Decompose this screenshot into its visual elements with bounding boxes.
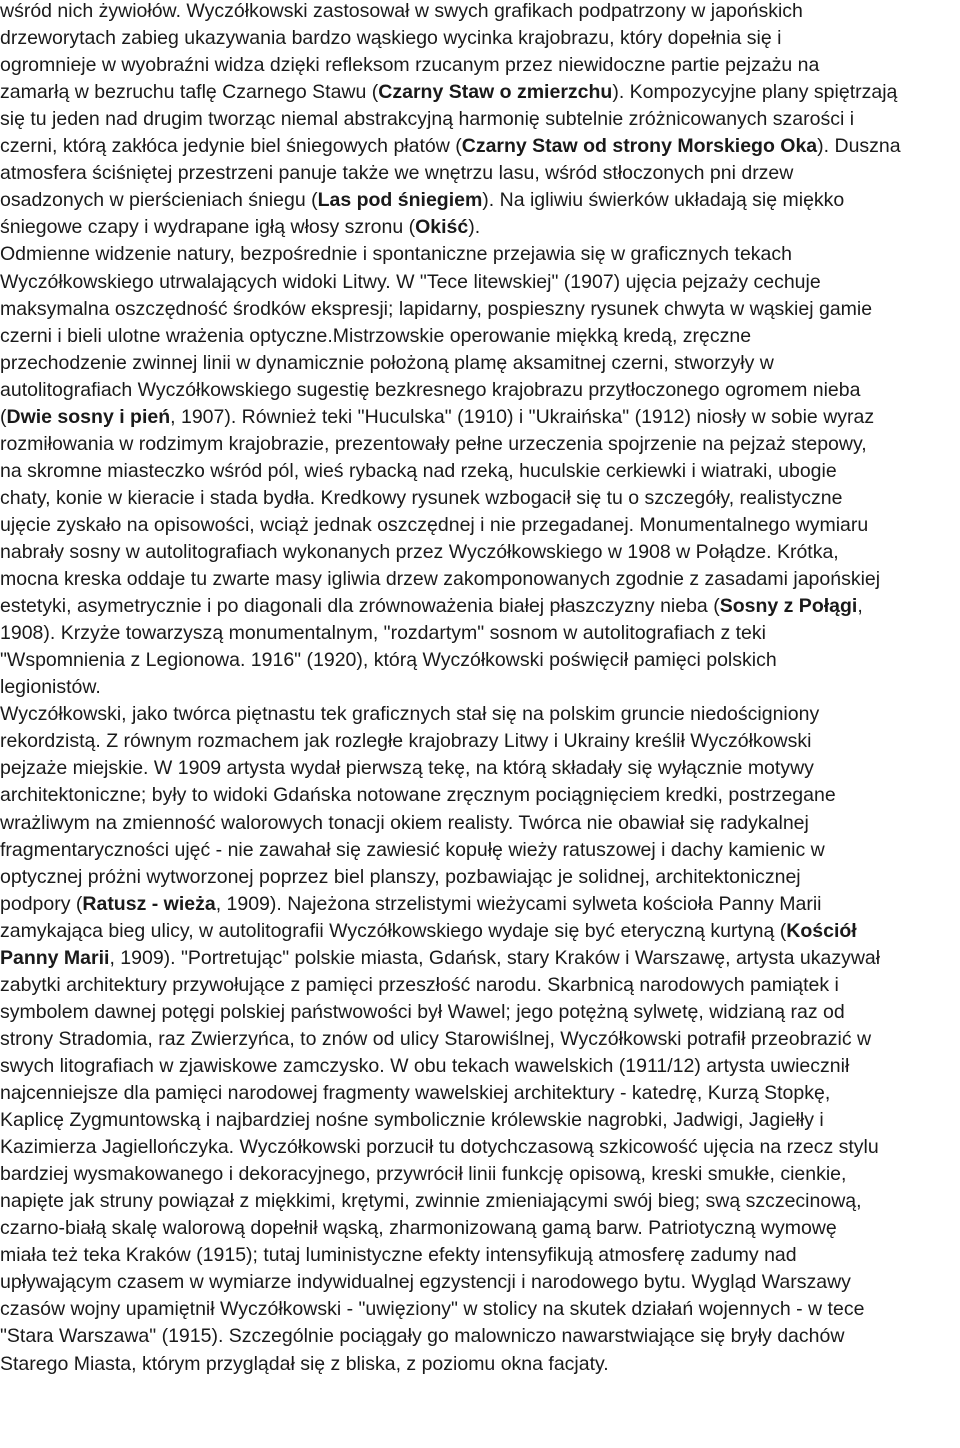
text-run: pejzaże miejskie. W 1909 artysta wydał pierwszą tekę, na którą składały się wyłącznie motywy bbox=[0, 757, 814, 780]
text-run: Wyczółkowskiego utrwalających widoki Litwy. W "Tece litewskiej" (1907) ujęcia pejzaży cechuje bbox=[0, 270, 821, 293]
text-run: , 1907). Również teki "Huculska" (1910) i "Ukraińska" (1912) niosły w sobie wyraz bbox=[170, 405, 875, 428]
artwork-title: Dwie sosny i pień bbox=[6, 405, 171, 428]
text-run: symbolem dawnej potęgi polskiej państwowości był Wawel; jego potężną sylwetę, widzianą raz od bbox=[0, 1000, 845, 1023]
text-run: architektoniczne; były to widoki Gdańska notowane zręcznym pociągnięciem kredki, postrzegane bbox=[0, 784, 836, 807]
text-run: "Wspomnienia z Legionowa. 1916" (1920), którą Wyczółkowski poświęcił pamięci polskich bbox=[0, 649, 777, 672]
text-line bbox=[0, 1273, 851, 1293]
text-line bbox=[0, 324, 752, 347]
text-line bbox=[0, 1192, 862, 1212]
text-line bbox=[0, 759, 814, 779]
text-run: czasów wojny upamiętnił Wyczółkowski - "uwięziony" w stolicy na skutek działań wojennych - w tece bbox=[0, 1298, 865, 1321]
text-line bbox=[0, 1219, 837, 1239]
text-run: podpory ( bbox=[0, 892, 83, 915]
text-run: 1908). Krzyże towarzyszą monumentalnym, "rozdartym" sosnom w autolitografiach z teki bbox=[0, 622, 766, 645]
text-line bbox=[0, 1138, 879, 1158]
text-line bbox=[0, 1165, 846, 1185]
text-run: ). Duszna bbox=[817, 135, 901, 158]
artwork-title: Czarny Staw od strony Morskiego Oka bbox=[461, 135, 818, 158]
text-line bbox=[0, 1027, 872, 1050]
text-line bbox=[0, 2, 803, 22]
artwork-title: Sosny z Połągi bbox=[719, 595, 858, 618]
text-line bbox=[0, 1054, 850, 1077]
text-run: atmosfera ściśniętej przestrzeni panuje także we wnętrzu lasu, wśród stłoczonych pni drzew bbox=[0, 162, 794, 185]
text-line bbox=[0, 946, 881, 969]
text-line bbox=[0, 1111, 824, 1131]
text-run: ). Na igliwiu świerków układają się miękko bbox=[482, 189, 845, 212]
text-run: osadzonych w pierścieniach śniegu ( bbox=[0, 189, 318, 212]
text-run: "Stara Warszawa" (1915). Szczególnie pociągały go malowniczo nawarstwiające się bryły dachów bbox=[0, 1325, 845, 1348]
text-line bbox=[0, 1300, 864, 1320]
text-run: nabrały sosny w autolitografiach wykonanych przez Wyczółkowskiego w 1908 w Połądze. Krótka, bbox=[0, 541, 839, 563]
text-line bbox=[0, 732, 811, 752]
text-line bbox=[0, 351, 774, 374]
text-run: , 1909). Najeżona strzelistymi wieżycami sylweta kościoła Panny Marii bbox=[215, 892, 822, 915]
text-run: chaty, konie w kieracie i stada bydła. Kredkowy rysunek wzbogacił się tu o szczegóły, realistyczne bbox=[0, 486, 843, 509]
text-line bbox=[0, 513, 869, 536]
text-run: ( bbox=[0, 405, 7, 428]
text-line bbox=[0, 919, 857, 942]
text-run: estetyki, asymetrycznie i po diagonali dla zrównoważenia białej płaszczyzny nieba ( bbox=[0, 595, 720, 618]
text-line bbox=[0, 378, 861, 401]
text-line bbox=[0, 218, 480, 238]
text-line bbox=[0, 164, 793, 184]
text-run: czerni, którą zakłóca jedynie biel śniegowych płatów ( bbox=[0, 135, 462, 158]
text-run: ). bbox=[468, 216, 481, 239]
text-run: rekordzistą. Z równym rozmachem jak rozległe krajobrazy Litwy i Ukrainy kreślił Wyczółkowski bbox=[0, 730, 812, 753]
text-line bbox=[0, 405, 875, 428]
artwork-title: Czarny Staw o zmierzchu bbox=[378, 81, 613, 104]
text-run: zamykająca bieg ulicy, w autolitografii Wyczółkowskiego wydaje się być eteryczną kurtyną ( bbox=[0, 919, 787, 942]
text-run: swych litografiach w zjawiskowe zamczysko. W obu tekach wawelskich (1911/12) artysta uwiecznił bbox=[0, 1054, 850, 1077]
text-run: Wyczółkowski, jako twórca piętnastu tek graficznych stał się na polskim gruncie niedościgniony bbox=[0, 703, 820, 726]
text-line bbox=[0, 786, 836, 806]
text-run: bardziej wysmakowanego i dekoracyjnego, przywrócił linii funkcję opisową, kreski smukłe, cienkie, bbox=[0, 1163, 847, 1186]
text-line bbox=[0, 1352, 609, 1375]
text-line bbox=[0, 570, 880, 590]
text-line bbox=[0, 651, 777, 671]
text-run: zamarłą w bezruchu taflę Czarnego Stawu ( bbox=[0, 81, 379, 104]
text-line bbox=[0, 1327, 844, 1347]
text-run: ujęcie zyskało na opisowości, wciąż jednak oszczędnej i nie przegadanej. Monumentalnego wymiaru bbox=[0, 513, 869, 536]
text-line bbox=[0, 486, 843, 509]
text-line bbox=[0, 1000, 845, 1023]
text-line bbox=[0, 245, 792, 265]
text-run: Odmienne widzenie natury, bezpośrednie i spontaniczne przejawia się w graficznych tekach bbox=[0, 243, 792, 266]
text-line bbox=[0, 678, 101, 698]
text-run: czarno-białą skalę walorową dopełnił wąską, zharmonizowaną gamą barw. Patriotyczną wymowę bbox=[0, 1217, 837, 1240]
text-run: czerni i bieli ulotne wrażenia optyczne.Mistrzowskie operowanie miękką kredą, zręczne bbox=[0, 324, 752, 347]
text-run: Kaplicę Zygmuntowską i najbardziej nośne symbolicznie królewskie nagrobki, Jadwigi, Jagiełły i bbox=[0, 1109, 824, 1132]
text-line bbox=[0, 432, 867, 455]
text-line bbox=[0, 624, 766, 644]
text-line bbox=[0, 297, 873, 320]
text-run: , 1909). "Portretując" polskie miasta, Gdańsk, stary Kraków i Warszawę, artysta ukazywał bbox=[109, 946, 881, 969]
text-run: ogromnieje w wyobraźni widza dzięki refleksom rzucanym przez niewidoczne partie pejzażu na bbox=[0, 54, 820, 77]
text-line bbox=[0, 191, 844, 211]
artwork-title: Ratusz - wieża bbox=[82, 892, 216, 915]
text-line bbox=[0, 270, 821, 293]
artwork-title: Okiść bbox=[415, 216, 469, 239]
text-line bbox=[0, 83, 897, 103]
text-run: zabytki architektury przywołujące z pamięci przeszłość narodu. Skarbnicą narodowych pamiątek i bbox=[0, 973, 839, 996]
text-line bbox=[0, 811, 809, 834]
text-run: wrażliwym na zmienność walorowych tonacji okiem realisty. Twórca nie obawiał się radykalnej bbox=[0, 811, 809, 834]
text-line bbox=[0, 892, 822, 915]
text-run: fragmentaryczności ujęć - nie zawahał się zawiesić kopułę wieży ratuszowej i dachy kamienic w bbox=[0, 838, 825, 861]
text-run: wśród nich żywiołów. Wyczółkowski zastosował w swych grafikach podpatrzony w japońskich bbox=[0, 0, 803, 22]
text-run: śniegowe czapy i wydrapane igłą włosy szronu ( bbox=[0, 216, 416, 239]
text-run: miała też teka Kraków (1915); tutaj luministyczne efekty intensyfikują atmosferę zadumy nad bbox=[0, 1244, 797, 1267]
text-run: najcenniejsze dla pamięci narodowej fragmenty wawelskiej architektury - katedrę, Kurzą Stopkę, bbox=[0, 1082, 831, 1104]
text-run: autolitografiach Wyczółkowskiego sugestię bezkresnego krajobrazu przytłoczonego ogromem nieba bbox=[0, 378, 861, 401]
text-run: drzeworytach zabieg ukazywania bardzo wąskiego wycinka krajobrazu, który dopełnia się i bbox=[0, 27, 782, 50]
text-run: upływającym czasem w wymiarze indywidualnej egzystencji i narodowego bytu. Wygląd Warszawy bbox=[0, 1271, 851, 1294]
text-run: ). Kompozycyjne plany spiętrzają bbox=[612, 81, 898, 104]
text-run: optycznej próżni wytworzonej poprzez biel planszy, pozbawiając je solidnej, architektonicznej bbox=[0, 865, 801, 888]
text-run: się tu jeden nad drugim tworząc niemal abstrakcyjną harmonię subtelnie zróżnicowanych szarości i bbox=[0, 108, 855, 131]
text-line bbox=[0, 838, 825, 861]
text-line bbox=[0, 865, 801, 888]
text-line bbox=[0, 973, 839, 996]
text-line bbox=[0, 543, 839, 563]
text-run: strony Stradomia, raz Zwierzyńca, to znów od ulicy Starowiślnej, Wyczółkowski potrafił przeobrazić w bbox=[0, 1027, 872, 1050]
text-line bbox=[0, 29, 781, 49]
text-run: przechodzenie zwinnej linii w dynamicznie położoną plamę aksamitnej czerni, stworzyły w bbox=[0, 351, 774, 374]
text-run: Kazimierza Jagiellończyka. Wyczółkowski porzucił tu dotychczasową szkicowość ujęcia na rzecz stylu bbox=[0, 1136, 879, 1159]
artwork-title: Kościół bbox=[786, 919, 857, 942]
text-run: legionistów. bbox=[0, 676, 101, 699]
text-run: na skromne miasteczko wśród pól, wieś rybacką nad rzeką, huculskie cerkiewki i wiatraki, ubogie bbox=[0, 459, 837, 482]
text-run: rozmiłowania w rodzimym krajobrazie, prezentowały pełne urzeczenia spojrzenie na pejzaż stepowy, bbox=[0, 432, 867, 455]
text-run: maksymalna oszczędność środków ekspresji; lapidarny, pospieszny rysunek chwyta w wąskiej gamie bbox=[0, 297, 873, 320]
text-line bbox=[0, 597, 863, 617]
text-run: Starego Miasta, którym przyglądał się z bliska, z poziomu okna facjaty. bbox=[0, 1352, 609, 1375]
text-run: , bbox=[857, 595, 863, 618]
text-line bbox=[0, 705, 819, 725]
text-line bbox=[0, 459, 837, 482]
text-run: napięte jak struny powiązał z miękkimi, krętymi, zwinnie zmieniającymi swój bieg; swą szczecinową, bbox=[0, 1190, 862, 1213]
text-line bbox=[0, 56, 819, 76]
text-line bbox=[0, 1246, 797, 1266]
text-line bbox=[0, 110, 854, 130]
text-line bbox=[0, 137, 901, 157]
artwork-title: Las pod śniegiem bbox=[317, 189, 483, 212]
artwork-title: Panny Marii bbox=[0, 946, 110, 969]
text-run: mocna kreska oddaje tu zwarte masy igliwia drzew zakomponowanych zgodnie z zasadami japońskiej bbox=[0, 568, 881, 591]
text-line bbox=[0, 1084, 830, 1104]
